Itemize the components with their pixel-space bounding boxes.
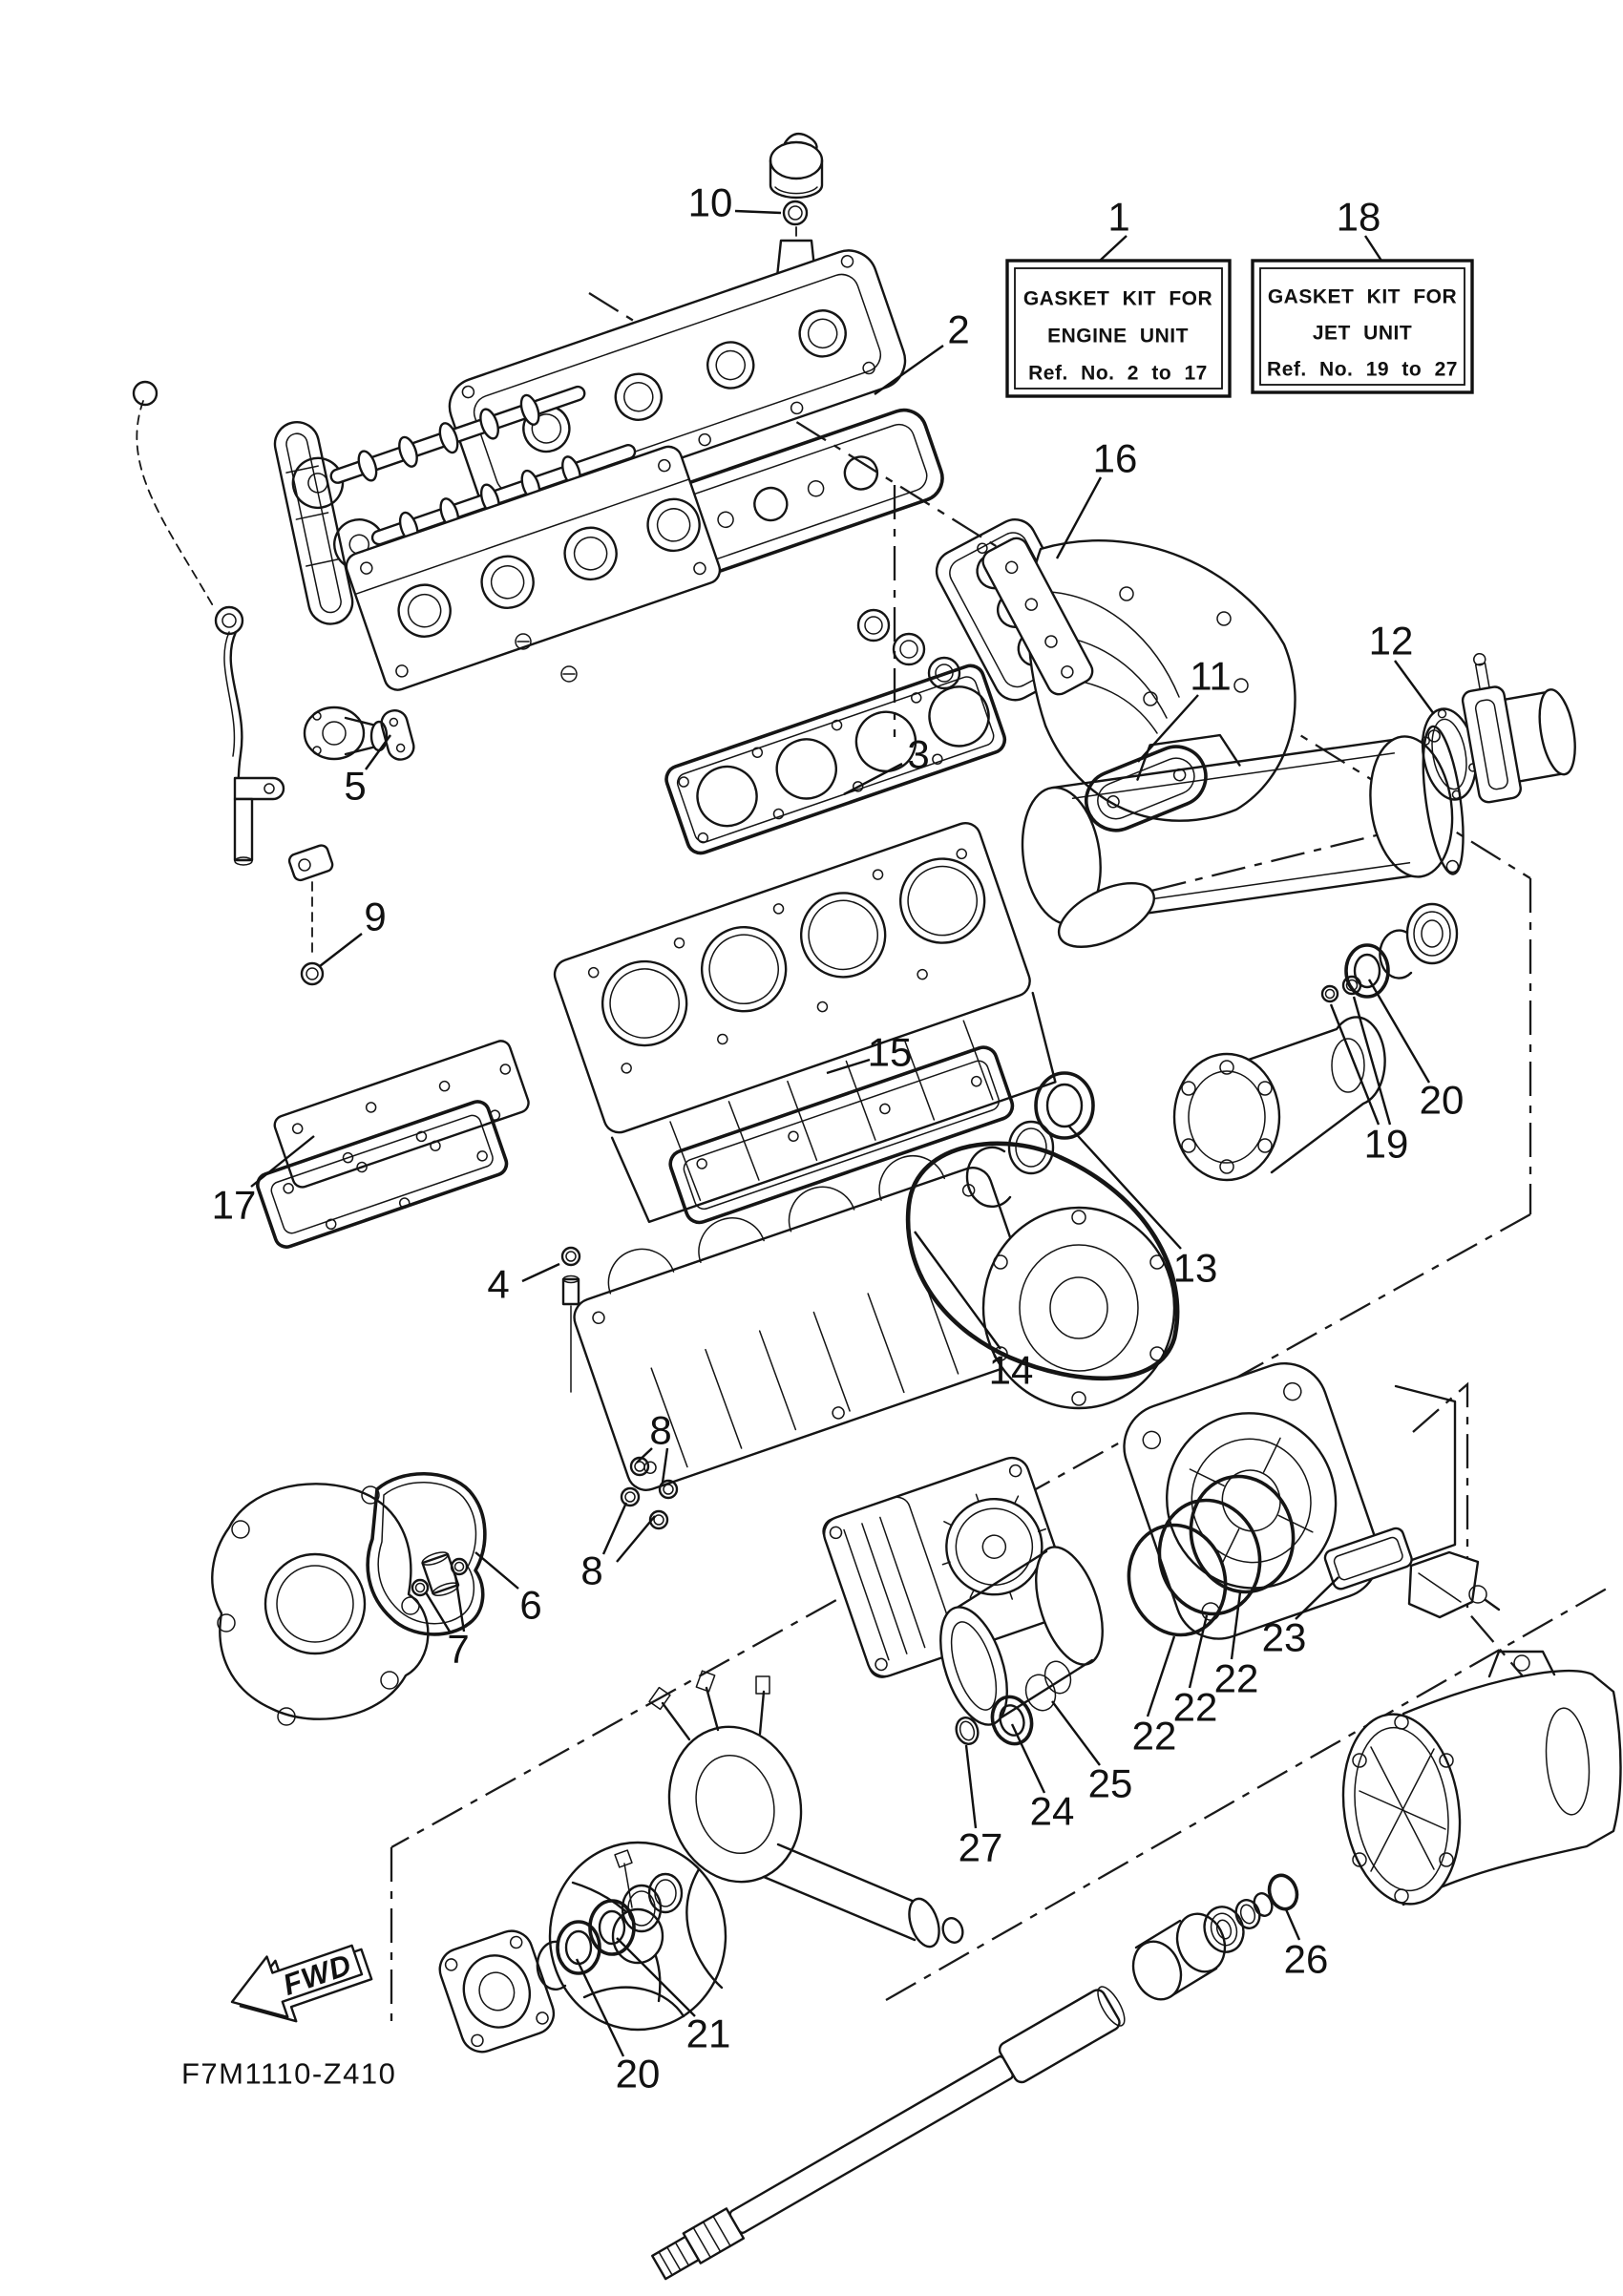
impeller-art xyxy=(550,1843,726,2030)
engine-kit-line-1: GASKET KIT FOR xyxy=(1022,287,1213,310)
callout-leader-27 xyxy=(966,1745,976,1828)
callout-leader-9 xyxy=(320,934,362,966)
jet-kit-line-3: Ref. No. 19 to 27 xyxy=(1267,358,1458,381)
callout-13: 13 xyxy=(1172,1245,1218,1291)
callout-20: 20 xyxy=(615,2051,661,2096)
callout-22: 22 xyxy=(1213,1655,1259,1701)
callout-8: 8 xyxy=(649,1407,672,1453)
callout-7: 7 xyxy=(447,1626,470,1672)
callout-leader-7 xyxy=(455,1575,464,1632)
callout-leader-25 xyxy=(1052,1701,1100,1765)
jet-kit-line-1: GASKET KIT FOR xyxy=(1267,285,1458,308)
callout-10: 10 xyxy=(687,179,733,225)
callout-5: 5 xyxy=(344,763,367,809)
callout-15: 15 xyxy=(867,1029,913,1075)
callout-3: 3 xyxy=(907,731,930,777)
callout-22: 22 xyxy=(1131,1713,1177,1759)
callout-17: 17 xyxy=(211,1182,257,1228)
impeller-housing-art xyxy=(434,1926,559,2057)
callout-4: 4 xyxy=(487,1261,510,1307)
callout-leader-7 xyxy=(426,1592,450,1632)
tensioner-gasket-art xyxy=(379,707,417,762)
callout-21: 21 xyxy=(685,2011,731,2056)
breather-plate-art xyxy=(272,1039,531,1190)
coupling-art xyxy=(1174,1017,1385,1180)
callout-leader-8 xyxy=(617,1516,655,1562)
callout-14: 14 xyxy=(988,1347,1034,1393)
callout-leader-10 xyxy=(735,211,781,213)
callout-24: 24 xyxy=(1029,1788,1075,1834)
generator-cover-art xyxy=(212,1484,428,1725)
callout-leader-26 xyxy=(1286,1909,1299,1940)
callout-27: 27 xyxy=(958,1824,1003,1870)
cam-chain-art xyxy=(271,418,357,628)
callout-leader-4 xyxy=(522,1264,559,1281)
cylinder-block-art xyxy=(551,819,1064,1225)
callout-18: 18 xyxy=(1336,194,1381,240)
gasket-kit-box-engine xyxy=(1007,261,1230,396)
callout-6: 6 xyxy=(519,1582,542,1628)
callout-leader-22 xyxy=(1148,1636,1174,1717)
fwd-label: FWD xyxy=(279,1947,357,2002)
gasket-kit-box-jet xyxy=(1253,261,1472,392)
callout-leader-15 xyxy=(827,1060,870,1073)
engine-kit-line-3: Ref. No. 2 to 17 xyxy=(1028,362,1208,385)
callout-25: 25 xyxy=(1087,1760,1133,1806)
callout-leader-1 xyxy=(1100,236,1127,261)
callout-12: 12 xyxy=(1368,618,1414,664)
callout-19: 19 xyxy=(1363,1121,1409,1167)
callout-11: 11 xyxy=(1190,653,1232,699)
callout-16: 16 xyxy=(1092,435,1138,481)
callout-leader-12 xyxy=(1395,661,1434,714)
callout-9: 9 xyxy=(364,894,387,939)
callout-23: 23 xyxy=(1261,1614,1307,1660)
callout-1: 1 xyxy=(1107,194,1130,240)
callout-20: 20 xyxy=(1419,1077,1465,1123)
callout-8: 8 xyxy=(580,1548,603,1593)
callout-2: 2 xyxy=(947,306,970,352)
impeller-shaft-art xyxy=(648,1872,1301,2286)
callout-leader-8 xyxy=(603,1503,626,1554)
tensioner-art xyxy=(305,707,387,759)
callout-22: 22 xyxy=(1172,1684,1218,1730)
callout-26: 26 xyxy=(1283,1936,1329,1982)
jet-kit-line-2: JET UNIT xyxy=(1312,322,1413,345)
impeller-duct-art xyxy=(1332,1652,1621,1911)
engine-kit-line-2: ENGINE UNIT xyxy=(1047,325,1189,348)
driveshaft-seals-art xyxy=(1322,904,1457,1001)
callout-leader-18 xyxy=(1365,236,1381,261)
fwd-arrow xyxy=(221,1927,376,2039)
drawing-code: F7M1110-Z410 xyxy=(181,2056,397,2091)
